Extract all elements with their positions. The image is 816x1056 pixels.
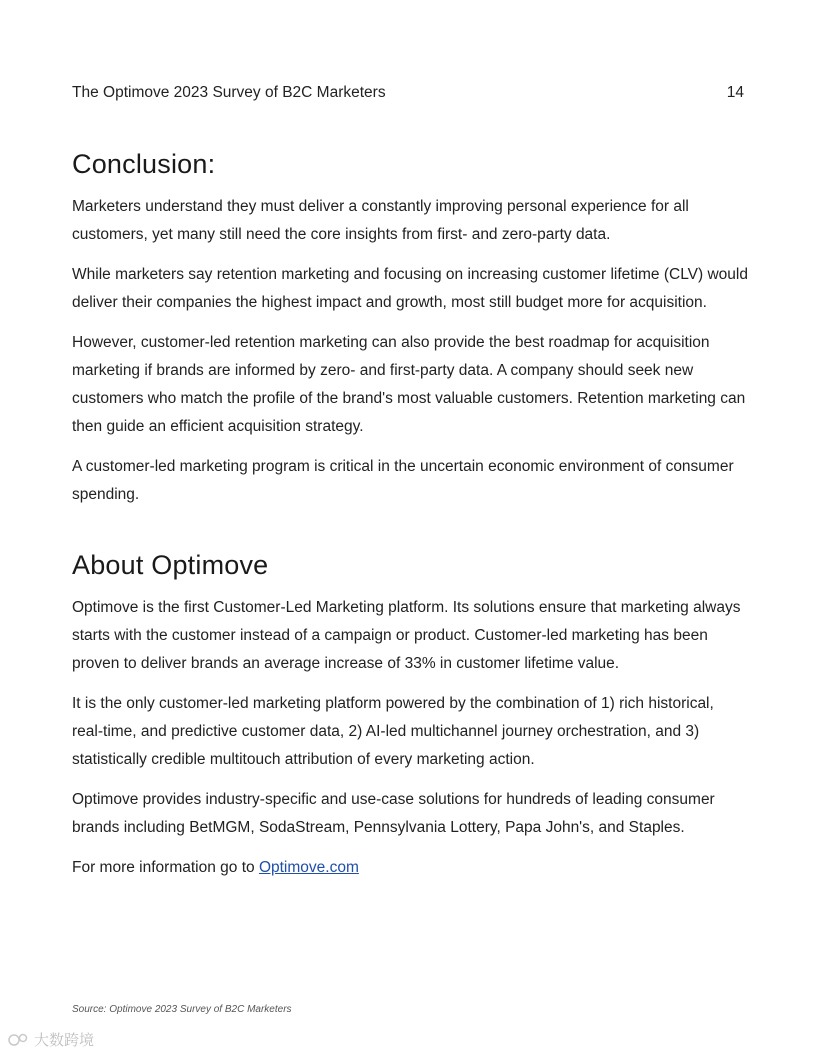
page-content (72, 146, 748, 894)
more-info-paragraph (72, 854, 748, 882)
watermark-logo-icon (8, 1031, 30, 1049)
about-paragraph: Optimove is the first Customer-Led Marketing platform. Its solutions ensure that marketing always starts with the customer instead of a campaign or product. Customer-led marketing has been proven to deliver brands an average increase of 33% in customer lifetime value. (72, 599, 741, 672)
conclusion-paragraph: While marketers say retention marketing and focusing on increasing customer lifetime (CLV) would deliver their companies the highest impact and growth, most still budget more for acquisition. (72, 266, 748, 311)
watermark-text: 大数跨境 (34, 1032, 95, 1049)
conclusion-section (72, 146, 748, 509)
about-paragraph: Optimove provides industry-specific and use-case solutions for hundreds of leading consumer brands including BetMGM, SodaStream, Pennsylvania Lottery, Papa John's, and Staples. (72, 791, 715, 836)
about-paragraph: It is the only customer-led marketing platform powered by the combination of 1) rich historical, real-time, and predictive customer data, 2) AI-led multichannel journey orchestration, and 3) statistically credible multitouch attribution of every marketing action. (72, 695, 714, 768)
conclusion-heading: Conclusion: (72, 149, 216, 179)
conclusion-paragraph: However, customer-led retention marketing can also provide the best roadmap for acquisition marketing if brands are informed by zero- and first-party data. A company should seek new customers who match the profile of the brand's most valuable customers. Retention marketing can then guide an efficient acquisition strategy. (72, 334, 746, 435)
page-number: 14 (726, 84, 744, 101)
source-note: Source: Optimove 2023 Survey of B2C Marketers (72, 1004, 292, 1015)
watermark (8, 1029, 94, 1050)
more-info-prefix: For more information go to (72, 859, 259, 876)
conclusion-paragraph: A customer-led marketing program is critical in the uncertain economic environment of consumer spending. (72, 458, 734, 503)
conclusion-paragraph: Marketers understand they must deliver a constantly improving personal experience for all customers, yet many still need the core insights from first- and zero-party data. (72, 198, 689, 243)
page-header (72, 84, 744, 102)
about-section (72, 547, 748, 882)
document-title: The Optimove 2023 Survey of B2C Marketers (72, 84, 386, 101)
optimove-link[interactable]: Optimove.com (258, 859, 359, 876)
about-heading: About Optimove (72, 550, 269, 580)
